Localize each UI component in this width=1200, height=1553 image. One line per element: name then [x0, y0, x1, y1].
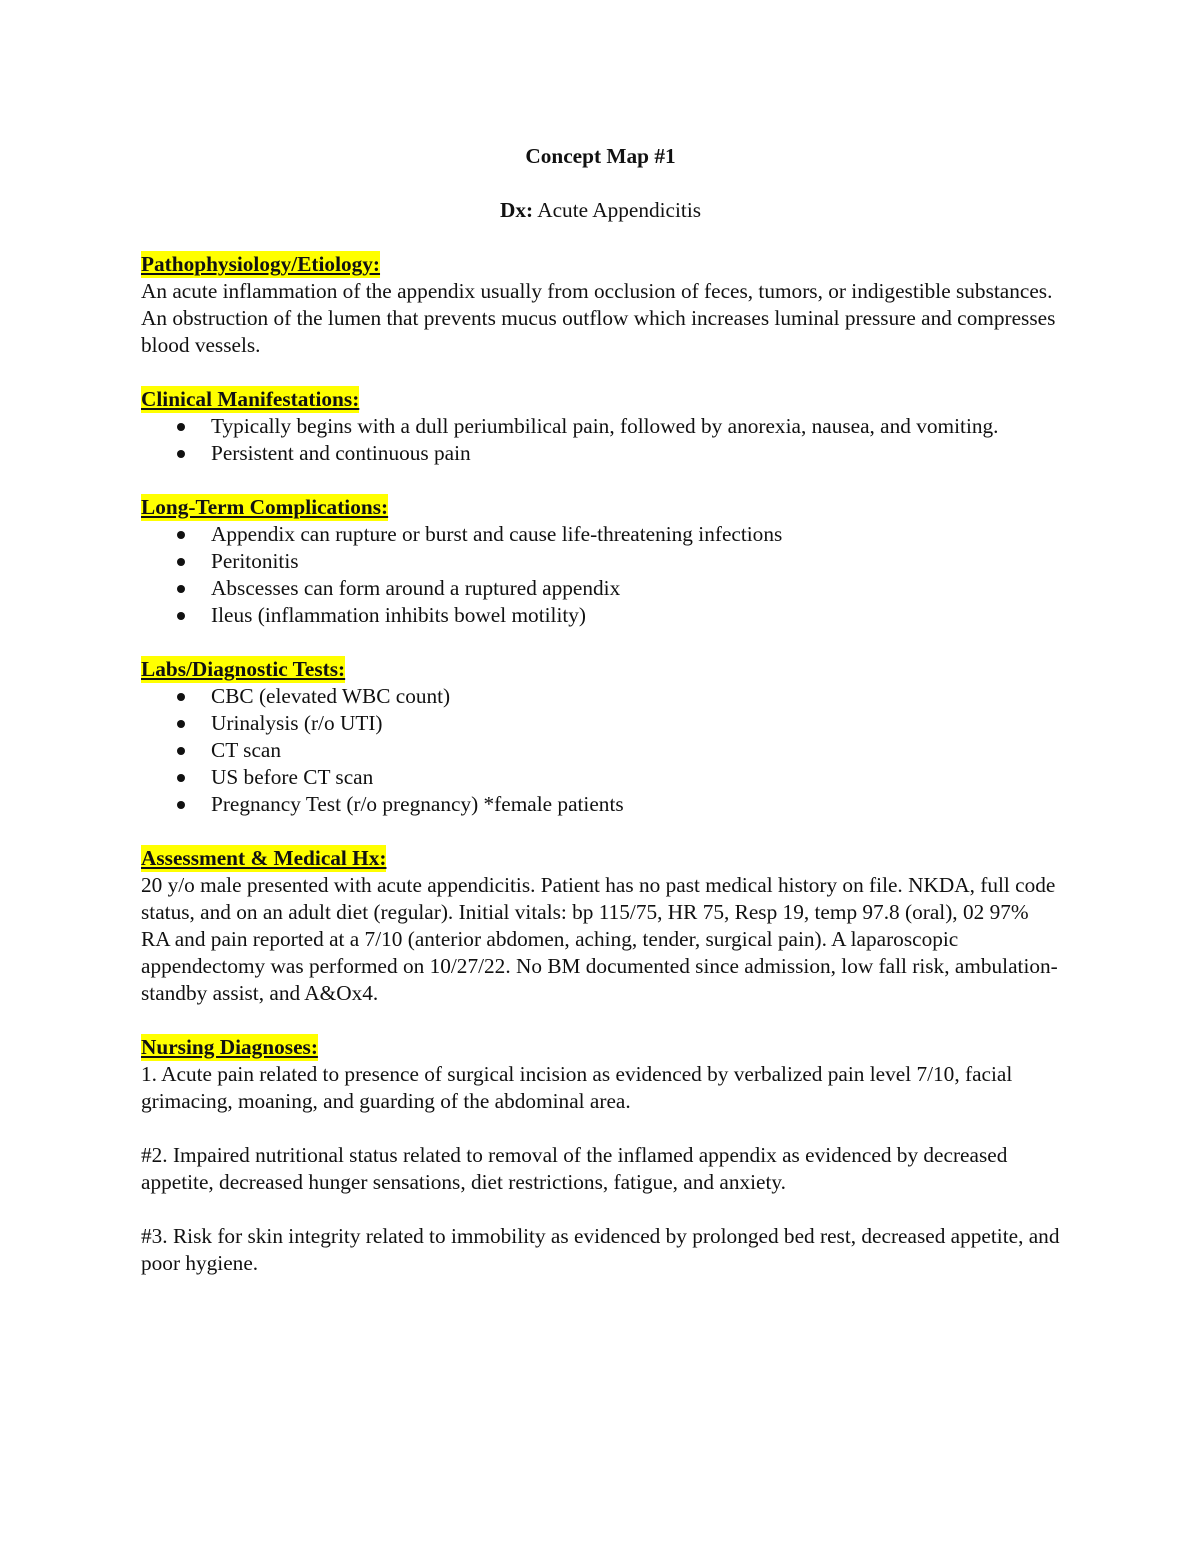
list-item — [141, 791, 1060, 818]
nursing-diagnosis-3: #3. Risk for skin integrity related to immobility as evidenced by prolonged bed rest, decreased appetite, and poor hygiene. — [141, 1224, 1060, 1275]
bullet-icon — [177, 423, 185, 431]
section-nursing-diagnoses — [141, 1034, 1060, 1277]
document-title: Concept Map #1 — [525, 144, 676, 168]
section-clinical-manifestations — [141, 386, 1060, 467]
assessment-medical-hx-text: 20 y/o male presented with acute appendicitis. Patient has no past medical history on file. NKDA, full code status, and on an adult diet (regular). Initial vitals: bp 115/75, HR 75, Resp 19, temp 97.8 (oral), 02 97% RA and pain reported at a 7/10 (anterior abdomen, aching, tender, surgical pain). A laparoscopic appendectomy was performed on 10/27/22. No BM documented since admission, low fall risk, ambulation-standby assist, and A&Ox4. — [141, 873, 1058, 1005]
assessment-medical-hx-heading: Assessment & Medical Hx: — [141, 846, 387, 870]
long-term-complications-heading: Long-Term Complications: — [141, 495, 389, 519]
bullet-icon — [177, 450, 185, 458]
list-item — [141, 737, 1060, 764]
diagnosis-value: Acute Appendicitis — [537, 198, 702, 222]
list-item-text: Ileus (inflammation inhibits bowel motility) — [211, 603, 587, 627]
list-item-text: Persistent and continuous pain — [211, 441, 471, 465]
pathophysiology-text: An acute inflammation of the appendix usually from occlusion of feces, tumors, or indigestible substances. An obstruction of the lumen that prevents mucus outflow which increases luminal pressure and compresses blood vessels. — [141, 279, 1056, 357]
labs-diagnostic-tests-heading: Labs/Diagnostic Tests: — [141, 657, 346, 681]
list-item-text: US before CT scan — [211, 765, 374, 789]
bullet-icon — [177, 612, 185, 620]
nursing-diagnosis-2: #2. Impaired nutritional status related to removal of the inflamed appendix as evidenced by decreased appetite, decreased hunger sensations, diet restrictions, fatigue, and anxiety. — [141, 1143, 1008, 1194]
bullet-icon — [177, 585, 185, 593]
pathophysiology-heading: Pathophysiology/Etiology: — [141, 252, 381, 276]
labs-diagnostic-tests-list — [141, 683, 1060, 818]
bullet-icon — [177, 720, 185, 728]
section-pathophysiology — [141, 251, 1060, 359]
list-item — [141, 683, 1060, 710]
list-item-text: Appendix can rupture or burst and cause life-threatening infections — [211, 522, 783, 546]
list-item-text: Pregnancy Test (r/o pregnancy) *female patients — [211, 792, 624, 816]
section-assessment-medical-hx — [141, 845, 1060, 1007]
list-item — [141, 413, 1060, 440]
list-item — [141, 602, 1060, 629]
bullet-icon — [177, 774, 185, 782]
list-item-text: Peritonitis — [211, 549, 299, 573]
bullet-icon — [177, 531, 185, 539]
list-item — [141, 521, 1060, 548]
list-item-text: Typically begins with a dull periumbilical pain, followed by anorexia, nausea, and vomiting. — [211, 414, 999, 438]
list-item-text: CBC (elevated WBC count) — [211, 684, 451, 708]
bullet-icon — [177, 747, 185, 755]
list-item-text: CT scan — [211, 738, 281, 762]
long-term-complications-list — [141, 521, 1060, 629]
bullet-icon — [177, 558, 185, 566]
list-item — [141, 764, 1060, 791]
bullet-icon — [177, 693, 185, 701]
nursing-diagnosis-1: 1. Acute pain related to presence of surgical incision as evidenced by verbalized pain level 7/10, facial grimacing, moaning, and guarding of the abdominal area. — [141, 1062, 1013, 1113]
diagnosis-line — [141, 197, 1060, 224]
section-labs-diagnostic-tests — [141, 656, 1060, 818]
clinical-manifestations-list — [141, 413, 1060, 467]
list-item-text: Urinalysis (r/o UTI) — [211, 711, 383, 735]
nursing-diagnoses-heading: Nursing Diagnoses: — [141, 1035, 318, 1059]
list-item — [141, 575, 1060, 602]
list-item — [141, 548, 1060, 575]
bullet-icon — [177, 801, 185, 809]
section-long-term-complications — [141, 494, 1060, 629]
diagnosis-label: Dx: — [499, 198, 534, 222]
clinical-manifestations-heading: Clinical Manifestations: — [141, 387, 360, 411]
list-item — [141, 710, 1060, 737]
list-item-text: Abscesses can form around a ruptured appendix — [211, 576, 621, 600]
list-item — [141, 440, 1060, 467]
